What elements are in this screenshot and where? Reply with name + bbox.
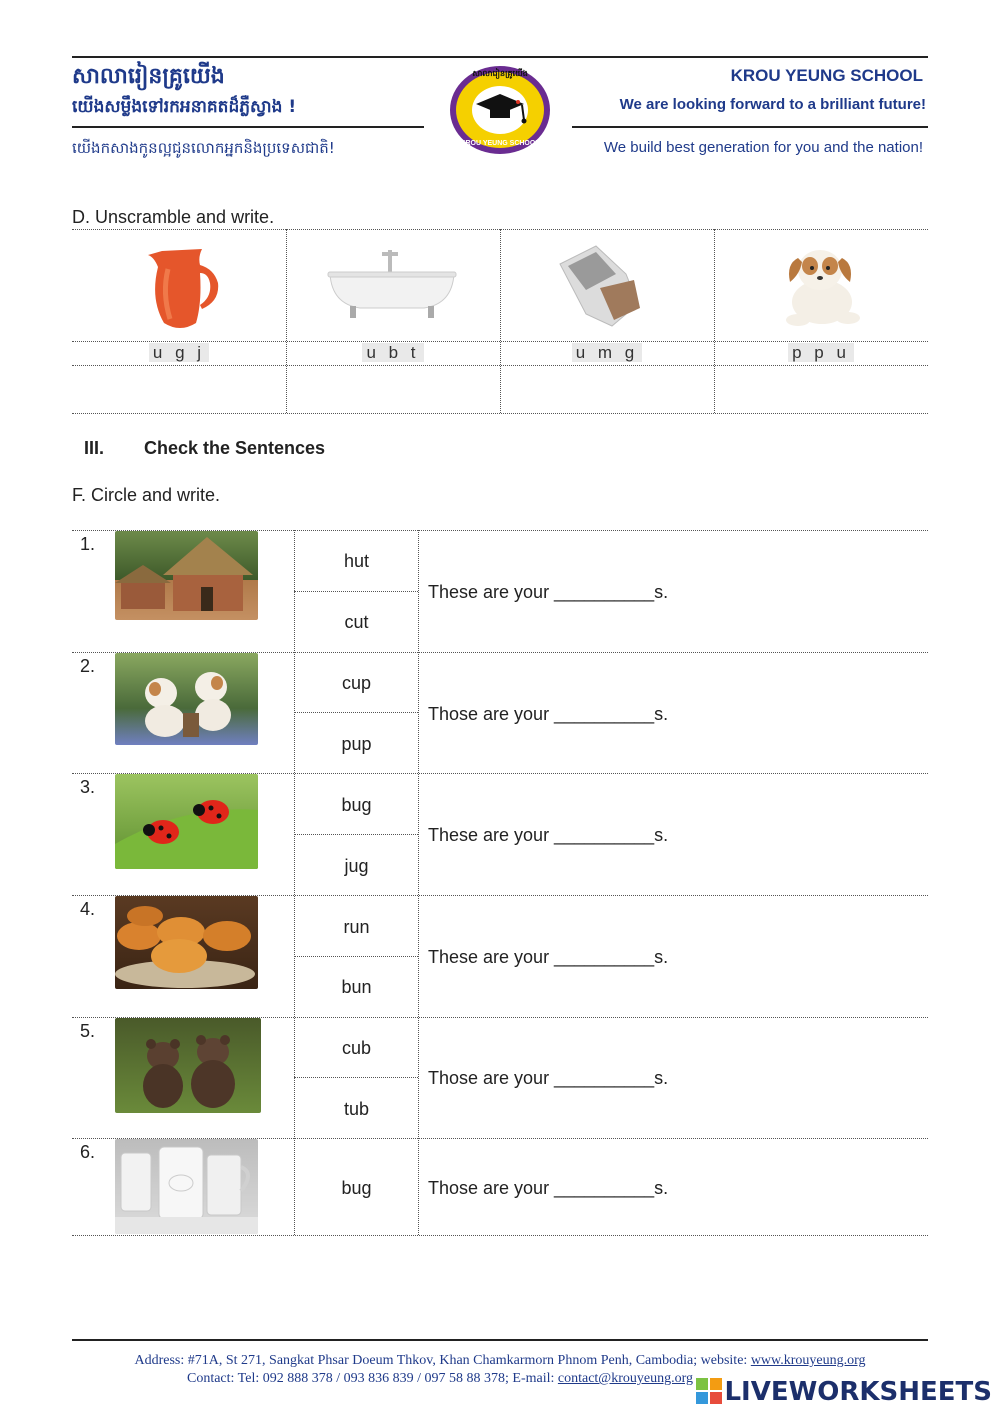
sentence: These are your __________s. xyxy=(428,825,669,845)
huts-image xyxy=(115,531,258,620)
jug-image xyxy=(140,243,230,333)
answer-cell[interactable] xyxy=(501,366,713,412)
footer-address: Address: #71A, St 271, Sangkat Phsar Doeum Thkov, Khan Chamkarmorn Phnom Penh, Cambodia; website: www.krouyeung.org xyxy=(134,1353,866,1368)
sentence: These are your __________s. xyxy=(428,947,669,967)
word-option[interactable]: bug xyxy=(341,795,372,815)
gum-image xyxy=(556,244,646,328)
email-link[interactable]: contact@krouyeung.org xyxy=(557,1371,693,1386)
jugs-image xyxy=(115,1139,258,1234)
word-option[interactable]: cut xyxy=(344,612,369,632)
row-number: 6. xyxy=(80,1142,96,1162)
scrambled-word: u b t xyxy=(287,343,499,365)
liveworksheets-logo-icon xyxy=(696,1378,722,1404)
grid-line xyxy=(72,1235,928,1236)
school-logo xyxy=(446,62,554,162)
word-option[interactable]: cub xyxy=(341,1038,372,1058)
grid-line xyxy=(294,1077,418,1078)
word-option[interactable]: hut xyxy=(343,551,370,571)
word-option[interactable]: cup xyxy=(341,673,372,693)
sentence: Those are your __________s. xyxy=(428,1068,669,1088)
grid-line xyxy=(294,956,418,957)
scrambled-word: p p u xyxy=(715,343,927,365)
grid-line xyxy=(294,530,295,1235)
word-option[interactable]: bug xyxy=(341,1178,372,1198)
scrambled-word: u g j xyxy=(73,343,285,365)
puppies-image xyxy=(115,653,258,745)
section-numeral: III. xyxy=(84,438,105,458)
grid-line xyxy=(294,712,418,713)
puppy-image xyxy=(770,244,874,330)
section-d-title: D. Unscramble and write. xyxy=(72,207,275,227)
sentence: Those are your __________s. xyxy=(428,1178,669,1198)
header-right-rule xyxy=(572,126,928,128)
sentence: Those are your __________s. xyxy=(428,704,669,724)
section-f-title: F. Circle and write. xyxy=(72,485,221,505)
logo-bottom-text: KROU YEUNG SCHOOL xyxy=(460,140,540,147)
bear-cubs-image xyxy=(115,1018,261,1113)
grid-line xyxy=(72,413,928,414)
word-option[interactable]: bun xyxy=(341,977,372,997)
row-number: 3. xyxy=(80,777,96,797)
row-number: 1. xyxy=(80,534,96,554)
liveworksheets-watermark: LIVEWORKSHEETS xyxy=(696,1377,992,1407)
sentence: These are your __________s. xyxy=(428,582,669,602)
grid-line xyxy=(418,530,419,1235)
footer-rule xyxy=(72,1339,928,1341)
row-number: 5. xyxy=(80,1021,96,1041)
school-name-khmer: សាលារៀនគ្រូយើង xyxy=(72,64,225,89)
answer-cell[interactable] xyxy=(287,366,499,412)
motto-khmer: យើងសម្លឹងទៅរកអនាគតដ៏ភ្លឺស្វាង ! xyxy=(72,97,297,117)
school-name-english: KROU YEUNG SCHOOL xyxy=(730,66,923,85)
word-option[interactable]: run xyxy=(343,917,370,937)
scrambled-word: u m g xyxy=(501,343,713,365)
slogan-english: We build best generation for you and the nation! xyxy=(603,139,923,156)
website-link[interactable]: www.krouyeung.org xyxy=(750,1353,866,1368)
word-option[interactable]: jug xyxy=(344,856,369,876)
grid-line xyxy=(294,591,418,592)
motto-english: We are looking forward to a brilliant future! xyxy=(619,96,926,113)
answer-cell[interactable] xyxy=(73,366,285,412)
header-top-rule xyxy=(72,56,928,58)
row-number: 2. xyxy=(80,656,96,676)
answer-cell[interactable] xyxy=(715,366,927,412)
slogan-khmer: យើងកសាងកូនល្អជូនលោកអ្នកនិងប្រទេសជាតិ! xyxy=(72,139,335,157)
buns-image xyxy=(115,896,258,989)
ladybugs-image xyxy=(115,774,258,869)
footer-contact: Contact: Tel: 092 888 378 / 093 836 839 / 097 58 88 378; E-mail: contact@krouyeung.org xyxy=(186,1371,693,1386)
row-number: 4. xyxy=(80,899,96,919)
section-iii-title: Check the Sentences xyxy=(144,438,326,458)
word-option[interactable]: tub xyxy=(343,1099,370,1119)
header-left-rule xyxy=(72,126,424,128)
word-option[interactable]: pup xyxy=(341,734,372,754)
bathtub-image xyxy=(326,248,458,320)
grid-line xyxy=(294,834,418,835)
logo-top-text: សាលារៀនគ្រូយើង xyxy=(472,69,528,78)
